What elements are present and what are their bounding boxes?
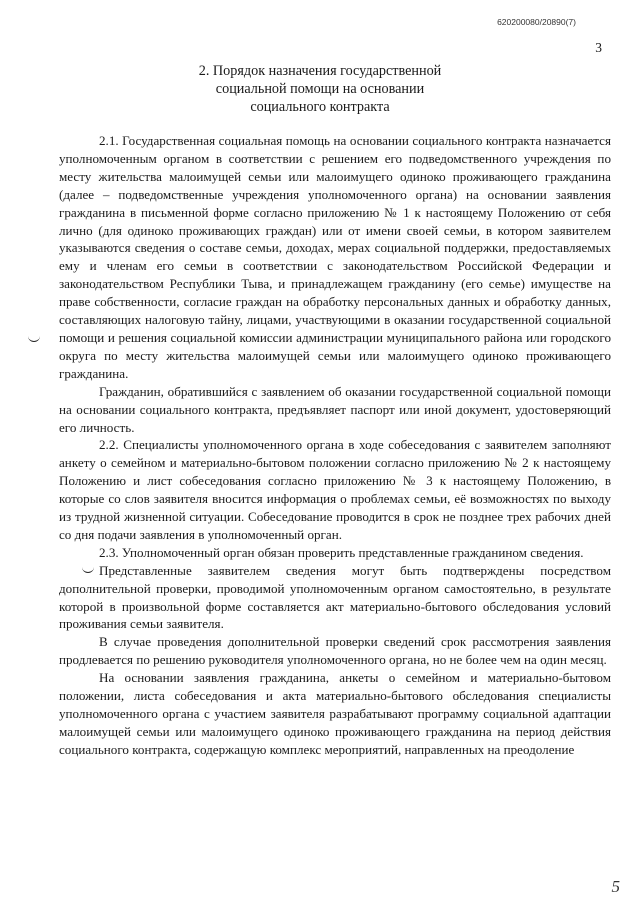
section-heading-line: социальной помощи на основании	[215, 81, 425, 97]
paragraph-adaptation-program: На основании заявления гражданина, анкеты о семейном и материально-бытовом положении, листа собеседования и акта материально-бытового обследования специалисты уполномоченного органа с участием заявителя разрабатывают программу социальной адаптации малоимущей семьи или малоимущего одиноко проживающего гражданина на период действия социального контракта, содержащую комплекс мероприятий, направленных на преодоление	[59, 670, 611, 757]
paragraph-2-1: 2.1. Государственная социальная помощь на основании социального контракта назначается уполномоченным органом в соответствии с решением его подведомственного учреждения по месту жительства малоимущей семьи или малоимущего одиноко проживающего гражданина (далее – подведомственные учреждения уполномоченного органа) на основании заявления гражданина в письменной форме согласно приложению № 1 к настоящему Положению от себя лично (для одиноко проживающих граждан) или от имени своей семьи, в котором заявителем указываются сведения о составе семьи, доходах, мерах социальной поддержки, предоставляемых ему и членам его семьи в соответствии с законодательством Российской Федерации и законодательством Республики Тыва, и принадлежащем гражданину (его семье) имуществе на праве собственности, согласие граждан на обработку персональных данных и обработку данных, составляющих налоговую тайну, лицами, участвующими в оказании государственной социальной помощи и решения социальной комиссии администрации муниципального района или городского округа по месту жительства малоимущей семьи или малоимущего одиноко проживающего гражданина.	[59, 133, 611, 381]
section-heading-line: социального контракта	[250, 99, 390, 115]
section-body	[59, 132, 611, 759]
section-heading-line: 2. Порядок назначения государственной	[198, 63, 442, 79]
paragraph-documents: Гражданин, обратившийся с заявлением об оказании государственной социальной помощи на основании социального контракта, предъявляет паспорт или иной документ, удостоверяющий его личность.	[59, 383, 611, 435]
page-number: 3	[595, 40, 602, 55]
document-id: 620200080/20890(7)	[497, 17, 576, 27]
handwritten-page-number: 5	[611, 877, 620, 896]
paragraph-2-3: 2.3. Уполномоченный орган обязан проверить представленные гражданином сведения.	[99, 544, 584, 560]
paragraph-additional-check: Представленные заявителем сведения могут быть подтверждены посредством дополнительной проверки, проводимой уполномоченным органом самостоятельно, в результате которой в произвольной форме составляется акт материально-бытового обследования условий проживания семьи заявителя.	[59, 562, 611, 632]
paragraph-2-2: 2.2. Специалисты уполномоченного органа в ходе собеседования с заявителем заполняют анкету о семейном и материально-бытовом положении согласно приложению № 2 к настоящему Положению и лист собеседования согласно приложению № 3 к настоящему Положению, в которые со слов заявителя вносится информация о проблемах семьи, её возможностях по выходу из трудной жизненной ситуации. Собеседование проводится в срок не позднее трех рабочих дней со дня подачи заявления в уполномоченный орган.	[59, 437, 611, 542]
paragraph-extension: В случае проведения дополнительной проверки сведений срок рассмотрения заявления продлевается по решению руководителя уполномоченного органа, но не более чем на один месяц.	[59, 634, 611, 668]
pen-mark	[28, 335, 40, 342]
section-heading	[0, 62, 640, 116]
